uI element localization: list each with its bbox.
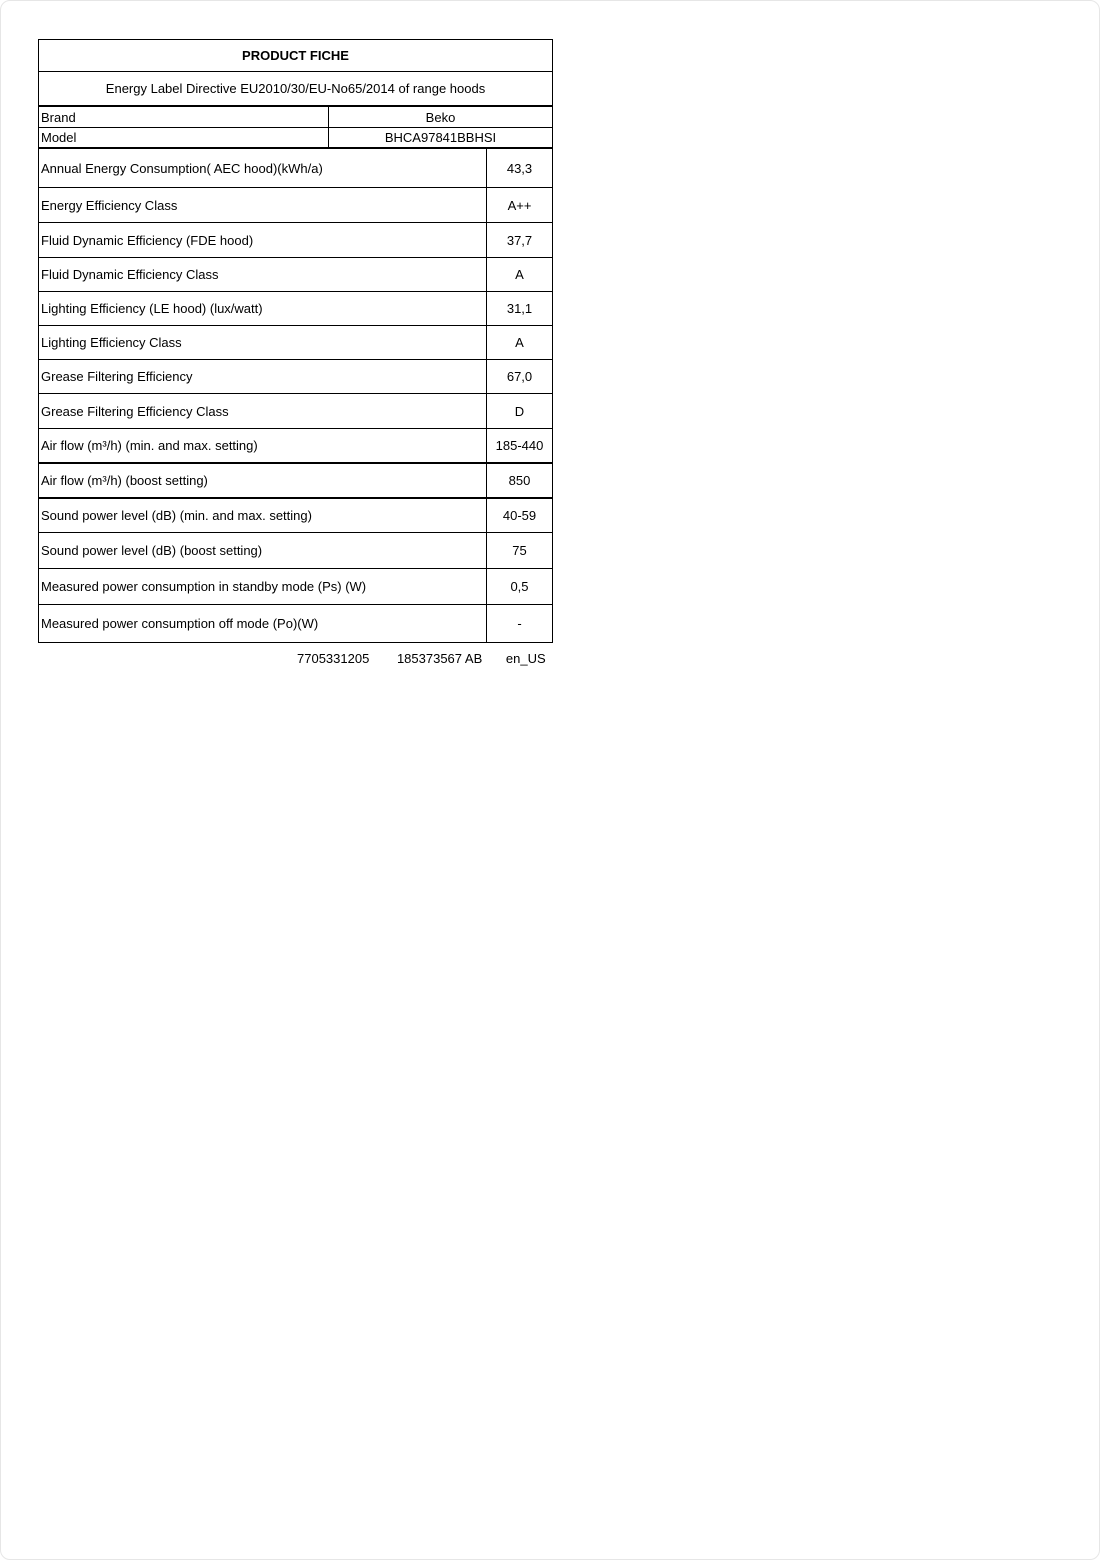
spec-label: Annual Energy Consumption( AEC hood)(kWh/a) xyxy=(39,149,487,187)
spec-label: Air flow (m³/h) (boost setting) xyxy=(39,464,487,497)
spec-value: 850 xyxy=(508,473,531,488)
product-fiche-table xyxy=(38,39,553,643)
spec-row-sound-boost xyxy=(39,533,552,569)
model-row xyxy=(39,128,552,149)
spec-value: A xyxy=(515,335,524,350)
spec-label: Fluid Dynamic Efficiency (FDE hood) xyxy=(39,223,487,257)
brand-label: Brand xyxy=(39,107,329,127)
spec-value: D xyxy=(514,403,525,419)
spec-value: A++ xyxy=(507,197,532,213)
fiche-subtitle: Energy Label Directive EU2010/30/EU-No65/2014 of range hoods xyxy=(105,81,486,96)
spec-label: Sound power level (dB) (min. and max. setting) xyxy=(39,499,487,532)
spec-row-gfe-class xyxy=(39,394,552,429)
spec-row-le-class xyxy=(39,326,552,360)
spec-label: Measured power consumption in standby mode (Ps) (W) xyxy=(39,569,487,604)
spec-label: Fluid Dynamic Efficiency Class xyxy=(39,258,487,291)
brand-row xyxy=(39,107,552,128)
spec-row-sound xyxy=(39,499,552,533)
spec-row-gfe xyxy=(39,360,552,394)
spec-value: 185-440 xyxy=(495,438,544,453)
spec-value: 43,3 xyxy=(506,160,533,176)
spec-row-aec xyxy=(39,149,552,188)
spec-value: 37,7 xyxy=(506,232,533,248)
spec-value: 31,1 xyxy=(506,301,533,316)
model-label: Model xyxy=(39,128,329,147)
brand-value: Beko xyxy=(425,109,456,125)
footer-code-1: 7705331205 xyxy=(297,651,370,666)
spec-value: 67,0 xyxy=(506,369,533,384)
spec-row-fde-class xyxy=(39,258,552,292)
spec-value: 0,5 xyxy=(510,579,529,594)
fiche-title-row xyxy=(39,40,552,72)
spec-row-le xyxy=(39,292,552,326)
spec-row-fde xyxy=(39,223,552,258)
spec-label: Measured power consumption off mode (Po)(W) xyxy=(39,605,487,642)
spec-label: Grease Filtering Efficiency xyxy=(39,360,487,393)
footer-locale: en_US xyxy=(505,651,546,666)
spec-label: Energy Efficiency Class xyxy=(39,188,487,222)
fiche-title: PRODUCT FICHE xyxy=(242,48,349,63)
spec-row-off-mode xyxy=(39,605,552,642)
spec-value: 40-59 xyxy=(502,508,537,523)
spec-label: Grease Filtering Efficiency Class xyxy=(39,394,487,428)
spec-label: Sound power level (dB) (boost setting) xyxy=(39,533,487,568)
spec-row-airflow xyxy=(39,429,552,464)
spec-value: 75 xyxy=(512,543,527,558)
spec-value: A xyxy=(515,267,524,282)
spec-row-airflow-boost xyxy=(39,464,552,499)
spec-row-energy-class xyxy=(39,188,552,223)
fiche-subtitle-row xyxy=(39,72,552,107)
spec-value: - xyxy=(517,616,522,631)
spec-row-standby xyxy=(39,569,552,605)
document-footer xyxy=(297,651,546,666)
spec-label: Lighting Efficiency Class xyxy=(39,326,487,359)
spec-label: Lighting Efficiency (LE hood) (lux/watt) xyxy=(39,292,487,325)
footer-code-2: 185373567 AB xyxy=(396,651,483,666)
model-value: BHCA97841BBHSI xyxy=(384,130,497,145)
spec-label: Air flow (m³/h) (min. and max. setting) xyxy=(39,429,487,462)
